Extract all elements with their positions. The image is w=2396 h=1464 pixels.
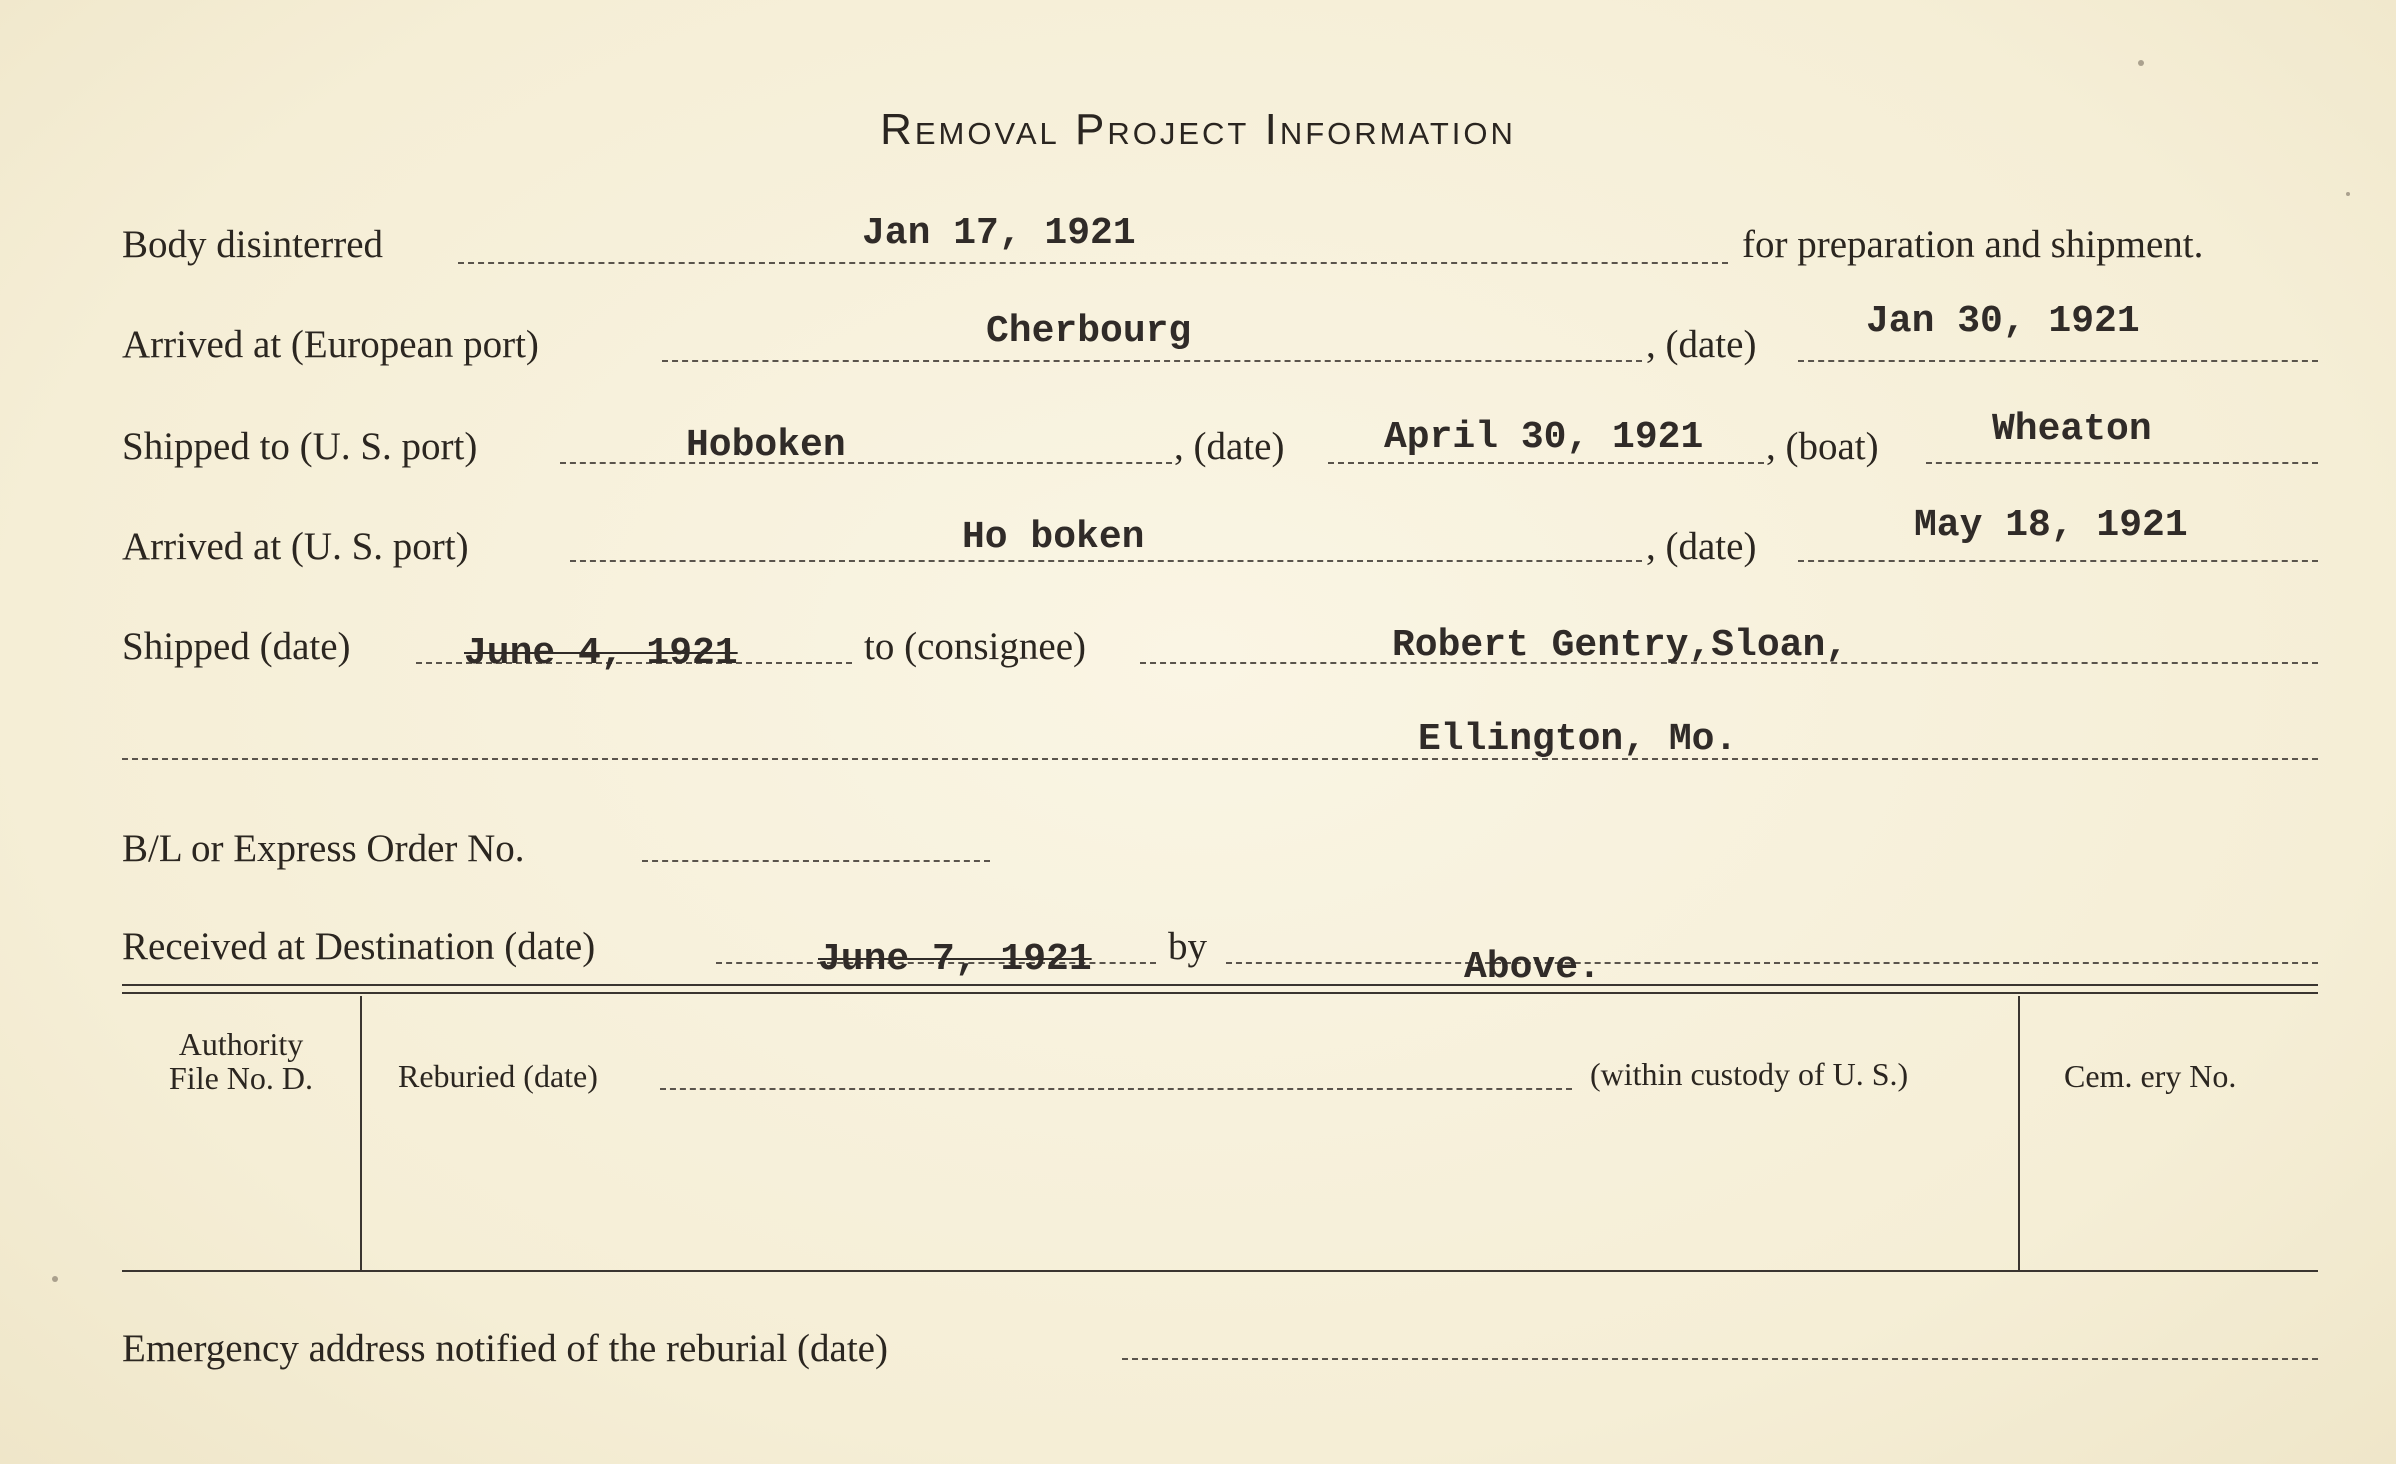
body-disinterred-value: Jan 17, 1921: [862, 212, 1136, 255]
shipped-date-value: June 4, 1921: [464, 632, 738, 675]
arrived-us-date-line: [1798, 560, 2318, 562]
shipped-us-date-label: , (date): [1174, 425, 1285, 468]
reburied-date-line: [660, 1088, 1572, 1090]
consignee-address: Ellington, Mo.: [1418, 718, 1738, 761]
arrived-european-date-label: , (date): [1646, 323, 1757, 366]
consignee-line-2: [122, 758, 2318, 760]
table-bottom-rule: [122, 1270, 2318, 1272]
arrived-us-port-value: Ho boken: [962, 516, 1145, 559]
received-destination-label: Received at Destination (date): [122, 925, 596, 968]
received-by-value: Above.: [1464, 946, 1601, 989]
arrived-us-port-line: [570, 560, 1642, 562]
emergency-address-line: [1122, 1358, 2318, 1360]
bl-express-order-line: [642, 860, 990, 862]
cemetery-column-divider: [2018, 996, 2020, 1270]
arrived-european-port-line: [662, 360, 1642, 362]
table-top-rule-2: [122, 992, 2318, 994]
cemetery-no-label: Cem. ery No.: [2064, 1058, 2237, 1094]
reburied-date-label: Reburied (date): [398, 1058, 598, 1094]
arrived-us-date-label: , (date): [1646, 525, 1757, 568]
authority-column-divider: [360, 996, 362, 1270]
custody-label: (within custody of U. S.): [1590, 1056, 1909, 1092]
shipped-us-port-label: Shipped to (U. S. port): [122, 425, 478, 468]
table-top-rule: [122, 984, 2318, 986]
shipped-us-boat-label: , (boat): [1766, 425, 1879, 468]
bl-express-order-label: B/L or Express Order No.: [122, 827, 525, 870]
paper-speck: [2346, 192, 2350, 196]
shipped-us-boat-value: Wheaton: [1992, 408, 2152, 451]
arrived-european-date-line: [1798, 360, 2318, 362]
emergency-address-label: Emergency address notified of the reburial (date): [122, 1327, 888, 1370]
received-by-line: [1226, 962, 2318, 964]
body-disinterred-label: Body disinterred: [122, 223, 384, 266]
shipped-us-port-value: Hoboken: [686, 424, 846, 467]
consignee-name: Robert Gentry,Sloan,: [1392, 624, 1849, 667]
shipped-us-port-line: [560, 462, 1172, 464]
body-disinterred-line: [458, 262, 1728, 264]
preparation-shipment-label: for preparation and shipment.: [1742, 223, 2204, 266]
arrived-european-port-value: Cherbourg: [986, 310, 1192, 353]
shipped-us-date-line: [1328, 462, 1764, 464]
card-title: Removal Project Information: [880, 105, 1516, 154]
consignee-label: to (consignee): [864, 625, 1087, 668]
received-by-label: by: [1168, 925, 1207, 968]
shipped-us-boat-line: [1926, 462, 2318, 464]
arrived-us-date-value: May 18, 1921: [1914, 504, 2188, 547]
arrived-european-port-label: Arrived at (European port): [122, 323, 539, 366]
authority-label-line2: File No. D.: [169, 1060, 313, 1096]
received-destination-date: June 7, 1921: [818, 938, 1092, 981]
arrived-us-port-label: Arrived at (U. S. port): [122, 525, 469, 568]
arrived-european-date-value: Jan 30, 1921: [1866, 300, 2140, 343]
shipped-us-date-value: April 30, 1921: [1384, 416, 1704, 459]
authority-label-line1: Authority: [178, 1026, 304, 1062]
paper-speck: [2138, 60, 2144, 66]
shipped-date-label: Shipped (date): [122, 625, 351, 668]
paper-speck: [52, 1276, 58, 1282]
